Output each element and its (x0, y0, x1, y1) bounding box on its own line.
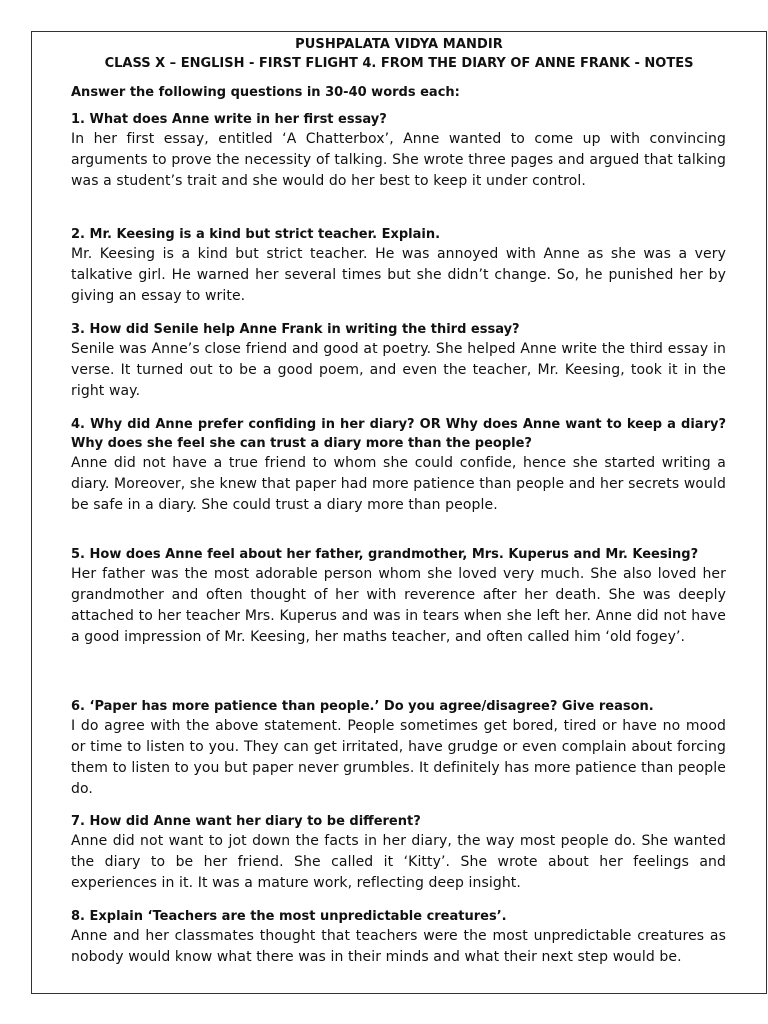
qa-item-7 (71, 812, 726, 894)
qa-item-8 (71, 907, 726, 968)
qa-item-1 (71, 110, 726, 192)
notes-title: CLASS X – ENGLISH - FIRST FLIGHT 4. FROM THE DIARY OF ANNE FRANK - NOTES (104, 56, 694, 71)
qa-item-2 (71, 225, 726, 307)
question-1: 1. What does Anne write in her first essay? (71, 112, 387, 127)
answer-4: Anne did not have a true friend to whom she could confide, hence she started writing a diary. Moreover, she knew that paper had more patience than people and her secrets would be safe in a diary. She could trust a diary more than people. (71, 455, 726, 513)
question-5: 5. How does Anne feel about her father, grandmother, Mrs. Kuperus and Mr. Keesing? (71, 547, 699, 562)
question-6: 6. ‘Paper has more patience than people.’ Do you agree/disagree? Give reason. (71, 699, 654, 714)
answer-3: Senile was Anne’s close friend and good at poetry. She helped Anne write the third essay in verse. It turned out to be a good poem, and even the teacher, Mr. Keesing, took it in the right way. (71, 341, 726, 399)
question-8: 8. Explain ‘Teachers are the most unpredictable creatures’. (71, 909, 507, 924)
question-4: 4. Why did Anne prefer confiding in her diary? OR Why does Anne want to keep a diary? Why does she feel she can trust a diary more than the people? (71, 417, 726, 451)
qa-item-5 (71, 545, 726, 648)
question-3: 3. How did Senile help Anne Frank in writing the third essay? (71, 322, 520, 337)
qa-item-3 (71, 320, 726, 402)
qa-item-6 (71, 697, 726, 800)
answer-5: Her father was the most adorable person whom she loved very much. She also loved her grandmother and often thought of her with reverence after her death. She was deeply attached to her teacher Mrs. Kuperus and was in tears when she left her. Anne did not have a good impression of Mr. Keesing, her maths teacher, and often called him ‘old fogey’. (71, 566, 726, 645)
answer-7: Anne did not want to jot down the facts in her diary, the way most people do. She wanted the diary to be her friend. She called it ‘Kitty’. She wrote about her feelings and experiences in it. It was a mature work, reflecting deep insight. (71, 833, 726, 891)
question-7: 7. How did Anne want her diary to be different? (71, 814, 421, 829)
instruction-text: Answer the following questions in 30-40 words each: (71, 85, 460, 100)
answer-1: In her first essay, entitled ‘A Chatterbox’, Anne wanted to come up with convincing arguments to prove the necessity of talking. She wrote three pages and argued that talking was a student’s trait and she would do her best to keep it under control. (71, 131, 726, 189)
page-frame (31, 31, 767, 994)
answer-6: I do agree with the above statement. People sometimes get bored, tired or have no mood or time to listen to you. They can get irritated, have grudge or even complain about forcing them to listen to you but paper never grumbles. It definitely has more patience than people do. (71, 718, 726, 797)
question-2: 2. Mr. Keesing is a kind but strict teacher. Explain. (71, 227, 441, 242)
school-name: PUSHPALATA VIDYA MANDIR (295, 37, 503, 52)
answer-8: Anne and her classmates thought that teachers were the most unpredictable creatures as nobody would know what there was in their minds and what their next step would be. (71, 928, 726, 965)
qa-item-4 (71, 415, 726, 516)
answer-2: Mr. Keesing is a kind but strict teacher. He was annoyed with Anne as she was a very talkative girl. He warned her several times but she didn’t change. So, he punished her by giving an essay to write. (71, 246, 726, 304)
